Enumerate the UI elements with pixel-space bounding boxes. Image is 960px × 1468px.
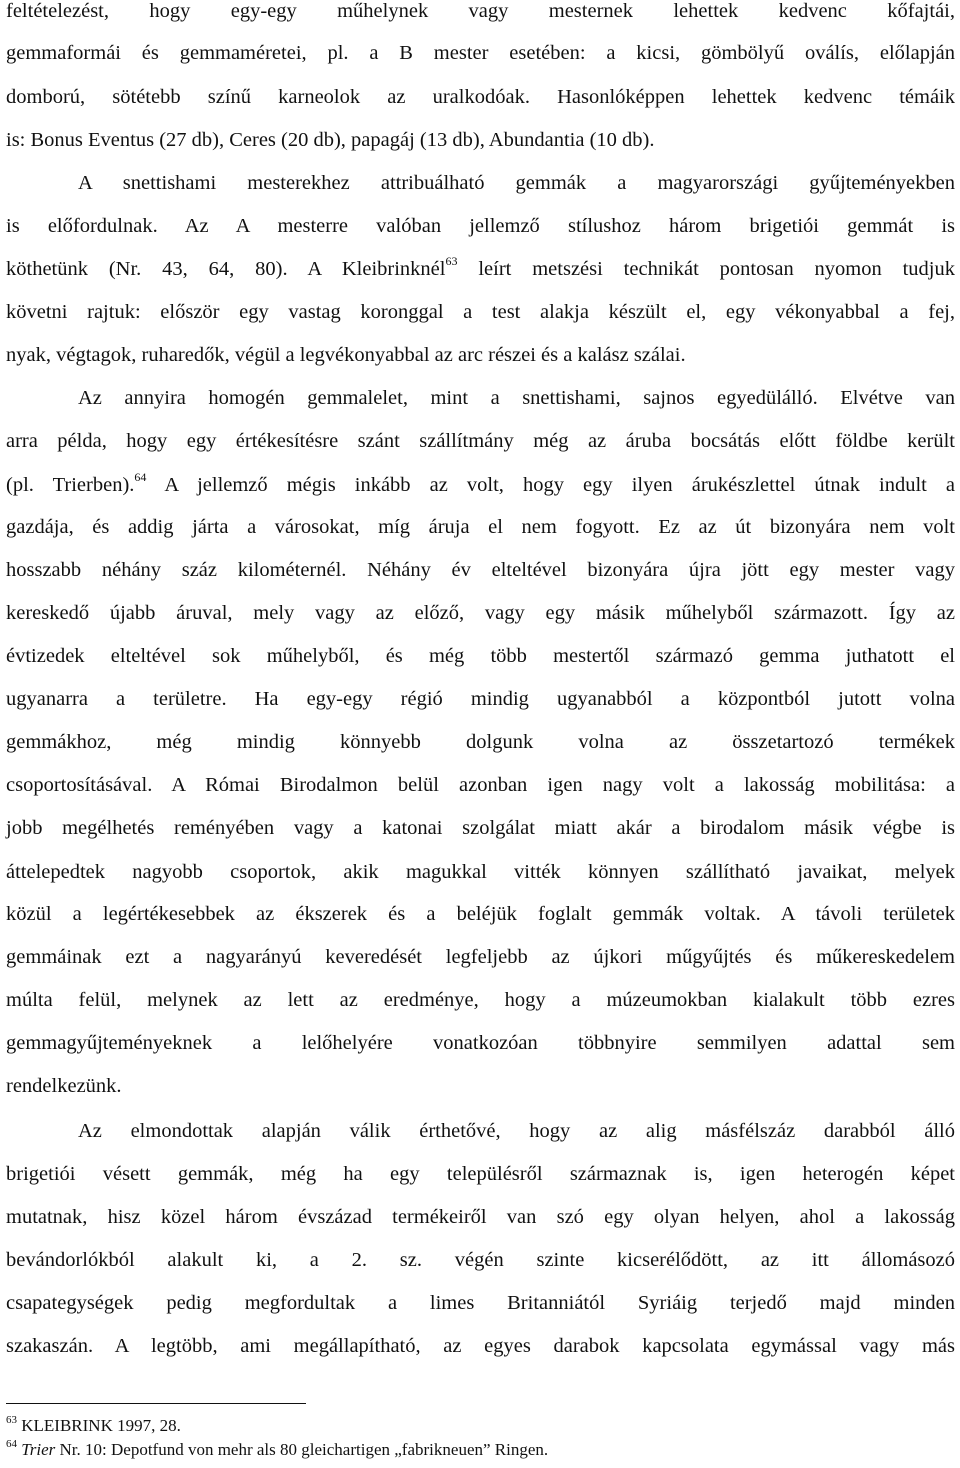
text-line — [6, 297, 955, 327]
text-line — [6, 1202, 955, 1232]
text-run: bevándorlókból alakult ki, a 2. sz. végén szinte kicserélődött, az itt állomásozó — [6, 1249, 955, 1271]
text-line — [6, 125, 955, 155]
text-run: Az annyira homogén gemmalelet, mint a snettishami, sajnos egyedülálló. Elvétve van — [78, 387, 955, 409]
italic-text: Trier — [21, 1440, 56, 1459]
footnote-number: 63 — [6, 1414, 17, 1427]
text-run: domború, sötétebb színű karneolok az uralkodóak. Hasonlóképpen lehettek kedvenc témáik — [6, 86, 955, 108]
text-run: arra példa, hogy egy értékesítésre szánt szállítmány még az áruba bocsátás előtt földbe került — [6, 430, 955, 452]
text-run: hosszabb néhány száz kilométernél. Néhány év elteltével bizonyára újra jött egy mester vagy — [6, 559, 955, 581]
text-run: A snettishami mesterekhez attribuálható gemmák a magyarországi gyűjteményekben — [78, 172, 955, 194]
text-line — [6, 857, 955, 887]
text-line — [6, 1116, 955, 1146]
text-line — [6, 684, 955, 714]
text-line — [6, 1245, 955, 1275]
text-run: KLEIBRINK 1997, 28. — [17, 1416, 181, 1435]
text-line — [6, 426, 955, 456]
text-run: feltételezést, hogy egy-egy műhelynek vagy mesternek lehettek kedvenc kőfajtái, — [6, 0, 955, 22]
text-line — [6, 1071, 955, 1101]
text-line — [6, 899, 955, 929]
footnote — [6, 1439, 548, 1461]
text-run: szakaszán. A legtöbb, ami megállapítható, az egyes darabok kapcsolata egymással vagy más — [6, 1335, 955, 1357]
footnote-separator — [6, 1403, 306, 1404]
text-line — [6, 555, 955, 585]
text-run: leírt metszési technikát pontosan nyomon tudjuk — [457, 258, 956, 280]
text-run: Nr. 10: Depotfund von mehr als 80 gleichartigen „fabrikneuen” Ringen. — [55, 1440, 549, 1459]
text-run: (pl. Trierben). — [6, 474, 135, 496]
text-run: kereskedő újabb áruval, mely vagy az előző, vagy egy másik műhelyből származott. Így az — [6, 602, 955, 624]
footnote-ref: 63 — [445, 254, 458, 269]
text-line — [6, 1288, 955, 1318]
text-line — [6, 1159, 955, 1189]
text-run: gemmagyűjteményeknek a lelőhelyére vonatkozóan többnyire semmilyen adattal sem — [6, 1032, 955, 1054]
text-run: közül a legértékesebbek az ékszerek és a beléjük foglalt gemmák voltak. A távoli területek — [6, 903, 955, 925]
text-run: áttelepedtek nagyobb csoportok, akik magukkal vitték könnyen szállítható javaikat, melyek — [6, 861, 955, 883]
text-line — [6, 770, 955, 800]
text-line — [6, 1028, 955, 1058]
text-line — [6, 470, 955, 500]
text-run: ugyanarra a területre. Ha egy-egy régió mindig ugyanabból a központból jutott volna — [6, 688, 955, 710]
text-line — [6, 641, 955, 671]
footnote-number: 64 — [6, 1438, 17, 1451]
text-line — [6, 985, 955, 1015]
text-run: rendelkezünk. — [6, 1075, 122, 1097]
text-run: csoportosításával. A Római Birodalmon belül azonban igen nagy volt a lakosság mobilitása: a — [6, 774, 955, 796]
text-line — [6, 512, 955, 542]
text-run: nyak, végtagok, ruharedők, végül a legvékonyabbal az arc részei és a kalász szálai. — [6, 344, 686, 366]
text-run: gazdája, és addig járta a városokat, míg áruja el nem fogyott. Ez az út bizonyára nem volt — [6, 516, 955, 538]
text-line — [6, 254, 955, 284]
text-run: is előfordulnak. Az A mesterre valóban jellemző stílushoz három brigetiói gemmát is — [6, 215, 955, 237]
text-run: jobb megélhetés reményében vagy a katonai szolgálat miatt akár a birodalom másik végbe is — [6, 817, 955, 839]
text-run: A jellemző mégis inkább az volt, hogy egy ilyen árukészlettel útnak indult a — [146, 474, 956, 496]
text-run: múlta felül, melynek az lett az eredménye, hogy a múzeumokban kialakult több ezres — [6, 989, 955, 1011]
text-line — [6, 38, 955, 68]
text-run: gemmákhoz, még mindig könnyebb dolgunk volna az összetartozó termékek — [6, 731, 955, 753]
text-run: köthetünk (Nr. 43, 64, 80). A Kleibrinknél — [6, 258, 446, 280]
text-run: mutatnak, hisz közel három évszázad termékeiről van szó egy olyan helyen, ahol a lakosság — [6, 1206, 955, 1228]
text-line — [6, 168, 955, 198]
text-line — [6, 0, 955, 26]
text-line — [6, 1331, 955, 1361]
text-line — [6, 942, 955, 972]
text-line — [6, 82, 955, 112]
text-line — [6, 727, 955, 757]
text-run: gemmaformái és gemmaméretei, pl. a B mester esetében: a kicsi, gömbölyű oválís, előlapján — [6, 42, 955, 64]
footnote-ref: 64 — [134, 470, 147, 485]
text-line — [6, 211, 955, 241]
text-run: Az elmondottak alapján válik érthetővé, hogy az alig másfélszáz darabból álló — [78, 1120, 955, 1142]
text-run: csapategységek pedig megfordultak a limes Britanniától Syriáig terjedő majd minden — [6, 1292, 955, 1314]
text-run: gemmáinak ezt a nagyarányú keveredését legfeljebb az újkori műgyűjtés és műkereskedelem — [6, 946, 955, 968]
text-line — [6, 598, 955, 628]
text-run: brigetiói vésett gemmák, még ha egy településről származnak is, igen heterogén képet — [6, 1163, 955, 1185]
footnote — [6, 1415, 181, 1437]
text-run: követni rajtuk: először egy vastag koronggal a test alakja készült el, egy vékonyabbal a fej, — [6, 301, 955, 323]
text-line — [6, 813, 955, 843]
text-run: is: Bonus Eventus (27 db), Ceres (20 db), papagáj (13 db), Abundantia (10 db). — [6, 129, 655, 151]
text-run: évtizedek elteltével sok műhelyből, és még több mestertől származó gemma juthatott el — [6, 645, 955, 667]
text-line — [6, 383, 955, 413]
text-line — [6, 340, 955, 370]
